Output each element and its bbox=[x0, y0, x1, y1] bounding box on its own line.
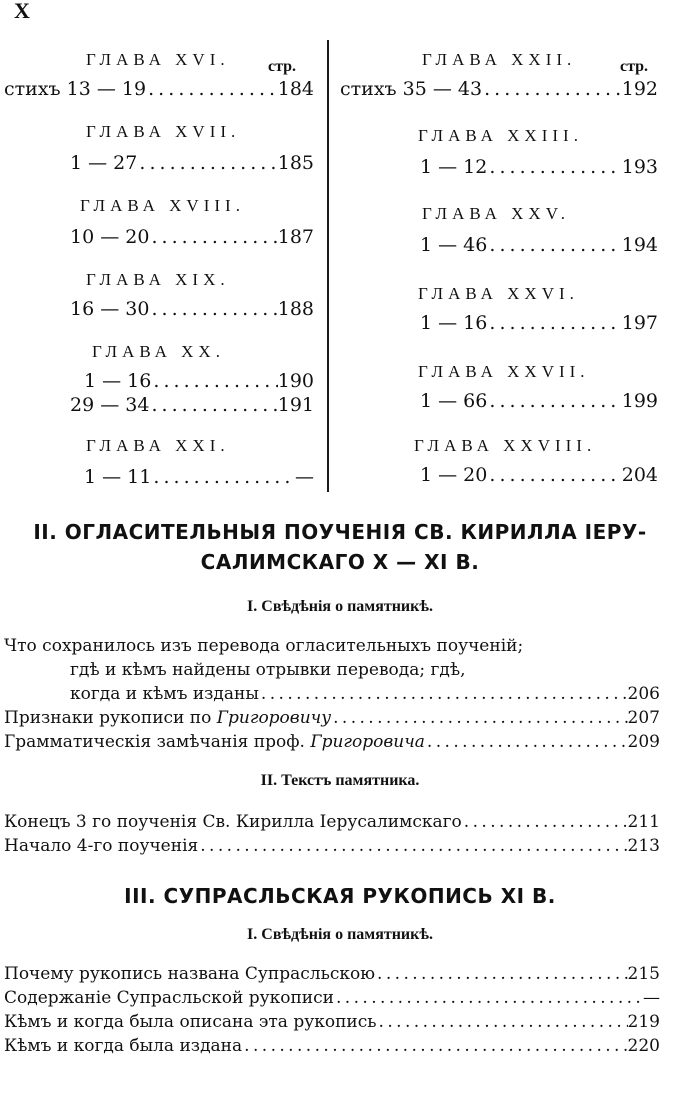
chapter-heading: ГЛАВА XVII. bbox=[86, 122, 241, 141]
leader-dots bbox=[375, 964, 628, 984]
toc-entry-line bbox=[4, 636, 660, 656]
page-ref: 184 bbox=[277, 78, 314, 100]
toc-entry-text: Грамматическія замѣчанія проф. Григоровича bbox=[4, 732, 425, 752]
page-ref: 194 bbox=[621, 234, 658, 256]
page-ref: 190 bbox=[277, 370, 314, 392]
leader-dots bbox=[149, 298, 277, 320]
page-ref: 215 bbox=[627, 964, 660, 984]
leader-dots bbox=[425, 732, 628, 752]
toc-entry[interactable] bbox=[4, 732, 660, 752]
toc-entry-text: Конецъ 3 го поученія Св. Кирилла Іерусалимскаго bbox=[4, 812, 462, 832]
toc-entry[interactable] bbox=[4, 812, 660, 832]
verse-entry[interactable] bbox=[70, 152, 314, 174]
leader-dots bbox=[377, 1012, 628, 1032]
verse-range: 1 — 20 bbox=[420, 464, 488, 486]
toc-entry-line bbox=[70, 660, 660, 680]
verse-range: 1 — 16 bbox=[420, 312, 488, 334]
subsection-title: II. Текстъ памятника. bbox=[260, 772, 420, 789]
leader-dots bbox=[334, 988, 643, 1008]
leader-dots bbox=[198, 836, 627, 856]
leader-dots bbox=[462, 812, 628, 832]
chapter-heading: ГЛАВА XXVI. bbox=[418, 284, 579, 303]
subsection-title: I. Свѣдѣнія о памятникѣ. bbox=[247, 598, 433, 615]
page-ref: 191 bbox=[277, 394, 314, 416]
toc-entry-text: Кѣмъ и когда была описана эта рукопись bbox=[4, 1012, 377, 1032]
verse-range: стихъ 13 — 19 bbox=[4, 78, 147, 100]
page-ref: 206 bbox=[627, 684, 660, 704]
verse-entry[interactable] bbox=[420, 464, 658, 486]
toc-entry-text: гдѣ и кѣмъ найдены отрывки перевода; гдѣ, bbox=[70, 660, 466, 680]
toc-entry-text: Что сохранилось изъ перевода огласительныхъ поученій; bbox=[4, 636, 524, 656]
leader-dots bbox=[151, 466, 295, 488]
toc-entry[interactable] bbox=[4, 988, 660, 1008]
leader-dots bbox=[331, 708, 627, 728]
leader-dots bbox=[487, 464, 621, 486]
chapter-heading: ГЛАВА XVIII. bbox=[80, 196, 245, 215]
chapter-heading: ГЛАВА XVI. bbox=[86, 50, 230, 69]
leader-dots bbox=[242, 1036, 627, 1056]
toc-entry[interactable] bbox=[4, 964, 660, 984]
subsection-title: I. Свѣдѣнія о памятникѣ. bbox=[247, 926, 433, 943]
toc-entry[interactable] bbox=[70, 684, 660, 704]
chapter-columns bbox=[0, 46, 680, 496]
verse-entry[interactable] bbox=[420, 390, 658, 412]
verse-entry[interactable] bbox=[420, 312, 658, 334]
page-ref: 197 bbox=[621, 312, 658, 334]
toc-entry-text: Содержаніе Супрасльской рукописи bbox=[4, 988, 334, 1008]
page-ref: 209 bbox=[627, 732, 660, 752]
verse-entry[interactable] bbox=[70, 298, 314, 320]
page-ref: — bbox=[295, 466, 314, 488]
verse-entry[interactable] bbox=[4, 78, 314, 100]
chapter-heading: ГЛАВА XXIII. bbox=[418, 126, 583, 145]
verse-entry[interactable] bbox=[340, 78, 658, 100]
verse-range: 1 — 16 bbox=[84, 370, 152, 392]
toc-entry-text: когда и кѣмъ изданы bbox=[70, 684, 259, 704]
page-ref: 207 bbox=[627, 708, 660, 728]
section-title: САЛИМСКАГО X — XI В. bbox=[200, 550, 480, 574]
verse-range: 10 — 20 bbox=[70, 226, 150, 248]
chapter-heading: ГЛАВА XX. bbox=[92, 342, 225, 361]
verse-entry[interactable] bbox=[420, 234, 658, 256]
toc-entry-text: Кѣмъ и когда была издана bbox=[4, 1036, 243, 1056]
page-ref: 204 bbox=[621, 464, 658, 486]
page-ref: — bbox=[643, 988, 660, 1008]
chapter-heading: ГЛАВА XXVIII. bbox=[414, 436, 597, 455]
chapter-heading: ГЛАВА XXV. bbox=[422, 204, 571, 223]
leader-dots bbox=[487, 390, 621, 412]
verse-entry[interactable] bbox=[84, 370, 314, 392]
verse-entry[interactable] bbox=[84, 466, 314, 488]
chapter-heading: ГЛАВА XIX. bbox=[86, 270, 230, 289]
page-ref: 187 bbox=[277, 226, 314, 248]
leader-dots bbox=[487, 312, 621, 334]
page-ref: 192 bbox=[621, 78, 658, 100]
toc-entry-text: Признаки рукописи по Григоровичу bbox=[4, 708, 332, 728]
page-ref: 219 bbox=[627, 1012, 660, 1032]
leader-dots bbox=[149, 226, 277, 248]
verse-entry[interactable] bbox=[420, 156, 658, 178]
page-ref: 213 bbox=[627, 836, 660, 856]
verse-range: 29 — 34 bbox=[70, 394, 150, 416]
verse-range: 16 — 30 bbox=[70, 298, 150, 320]
page-ref: 193 bbox=[621, 156, 658, 178]
verse-range: 1 — 27 bbox=[70, 152, 138, 174]
leader-dots bbox=[151, 370, 277, 392]
verse-range: 1 — 46 bbox=[420, 234, 488, 256]
toc-entry[interactable] bbox=[4, 708, 660, 728]
verse-entry[interactable] bbox=[70, 394, 314, 416]
section-title: III. СУПРАСЛЬСКАЯ РУКОПИСЬ XI В. bbox=[124, 884, 556, 908]
page-ref: 185 bbox=[277, 152, 314, 174]
section-title: II. ОГЛАСИТЕЛЬНЫЯ ПОУЧЕНІЯ СВ. КИРИЛЛА ІЕРУ- bbox=[33, 520, 647, 544]
page-ref: 220 bbox=[627, 1036, 660, 1056]
verse-range: стихъ 35 — 43 bbox=[340, 78, 483, 100]
leader-dots bbox=[149, 394, 277, 416]
toc-entry[interactable] bbox=[4, 1012, 660, 1032]
toc-entry-text: Начало 4-го поученія bbox=[4, 836, 199, 856]
chapter-heading: ГЛАВА XXII. bbox=[422, 50, 577, 69]
chapter-heading: ГЛАВА XXI. bbox=[86, 436, 230, 455]
page-ref: 199 bbox=[621, 390, 658, 412]
chapter-heading: ГЛАВА XXVII. bbox=[418, 362, 590, 381]
leader-dots bbox=[482, 78, 622, 100]
toc-entry-text: Почему рукопись названа Супрасльскою bbox=[4, 964, 376, 984]
leader-dots bbox=[137, 152, 277, 174]
toc-entry[interactable] bbox=[4, 1036, 660, 1056]
verse-range: 1 — 12 bbox=[420, 156, 488, 178]
page-column-label: стр. bbox=[268, 58, 297, 75]
page-column-label: стр. bbox=[620, 58, 649, 75]
verse-entry[interactable] bbox=[70, 226, 314, 248]
leader-dots bbox=[146, 78, 278, 100]
page-ref: 211 bbox=[627, 812, 660, 832]
toc-entry[interactable] bbox=[4, 836, 660, 856]
page-ref: 188 bbox=[277, 298, 314, 320]
leader-dots bbox=[487, 156, 621, 178]
page-number: X bbox=[14, 0, 30, 23]
verse-range: 1 — 66 bbox=[420, 390, 488, 412]
verse-range: 1 — 11 bbox=[84, 466, 152, 488]
leader-dots bbox=[259, 684, 628, 704]
leader-dots bbox=[487, 234, 621, 256]
